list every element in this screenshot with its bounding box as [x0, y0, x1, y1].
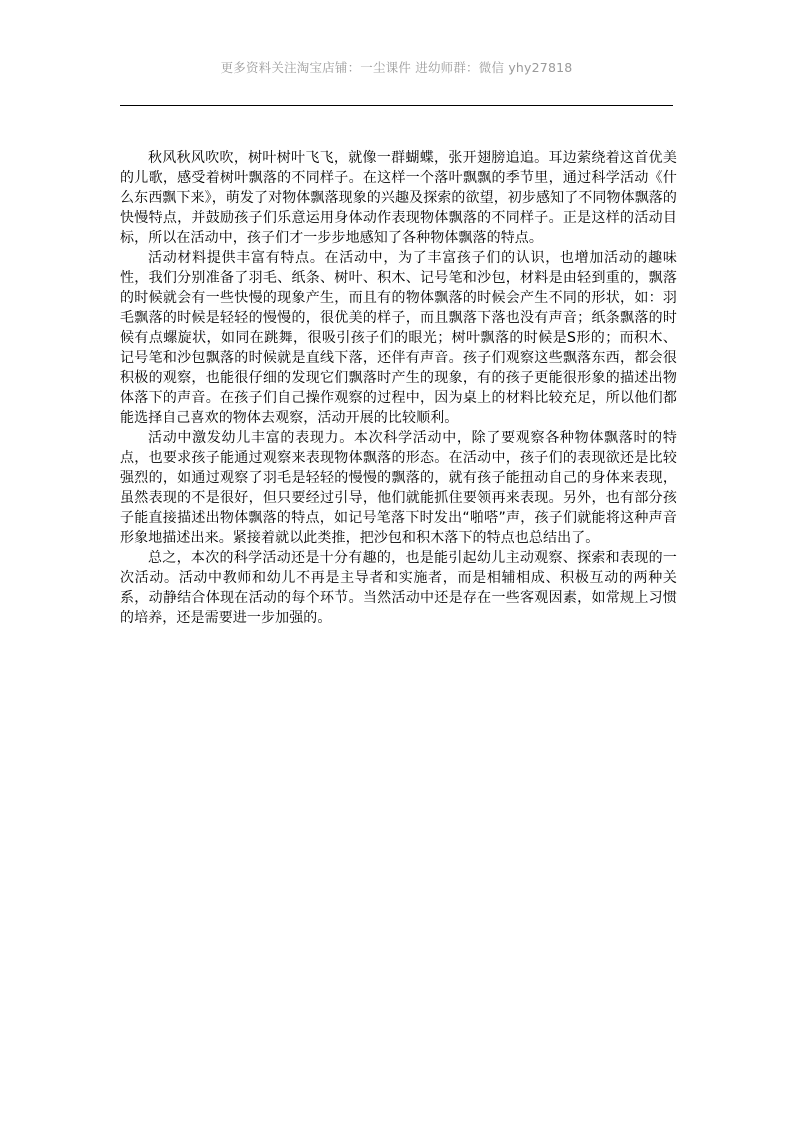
document-body [120, 148, 677, 628]
paragraph-1: 秋风秋风吹吹，树叶树叶飞飞，就像一群蝴蝶，张开翅膀追追。耳边萦绕着这首优美的儿歌，感受着树叶飘落的不同样子。在这样一个落叶飘飘的季节里，通过科学活动《什么东西飘下来》，萌发了对物体飘落现象的兴趣及探索的欲望，初步感知了不同物体飘落的快慢特点，并鼓励孩子们乐意运用身体动作表现物体飘落的不同样子。正是这样的活动目标，所以在活动中，孩子们才一步步地感知了各种物体飘落的特点。 [120, 150, 677, 246]
header-divider [120, 105, 673, 106]
paragraph-3: 活动中激发幼儿丰富的表现力。本次科学活动中，除了要观察各种物体飘落时的特点，也要求孩子能通过观察来表现物体飘落的形态。在活动中，孩子们的表现欲还是比较强烈的，如通过观察了羽毛是轻轻的慢慢的飘落的，就有孩子能扭动自己的身体来表现，虽然表现的不是很好，但只要经过引导，他们就能抓住要领再来表现。另外，也有部分孩子能直接描述出物体飘落的特点，如记号笔落下时发出“啪嗒”声，孩子们就能将这种声音形象地描述出来。紧接着就以此类推，把沙包和积木落下的特点也总结出了。 [120, 430, 677, 546]
paragraph-4: 总之，本次的科学活动还是十分有趣的，也是能引起幼儿主动观察、探索和表现的一次活动。活动中教师和幼儿不再是主导者和实施者，而是相辅相成、积极互动的两种关系，动静结合体现在活动的每个环节。当然活动中还是存在一些客观因素，如常规上习惯的培养，还是需要进一步加强的。 [120, 550, 677, 626]
paragraph-2: 活动材料提供丰富有特点。在活动中，为了丰富孩子们的认识，也增加活动的趣味性，我们分别准备了羽毛、纸条、树叶、积木、记号笔和沙包，材料是由轻到重的，飘落的时候就会有一些快慢的现象产生，而且有的物体飘落的时候会产生不同的形状，如：羽毛飘落的时候是轻轻的慢慢的，很优美的样子，而且飘落下落也没有声音；纸条飘落的时候有点螺旋状，如同在跳舞，很吸引孩子们的眼光；树叶飘落的时候是S形的；而积木、记号笔和沙包飘落的时候就是直线下落，还伴有声音。孩子们观察这些飘落东西，都会很积极的观察，也能很仔细的发现它们飘落时产生的现象，有的孩子更能很形象的描述出物体落下的声音。在孩子们自己操作观察的过程中，因为桌上的材料比较充足，所以他们都能选择自己喜欢的物体去观察，活动开展的比较顺利。 [120, 250, 677, 426]
page-header: 更多资料关注淘宝店铺：一尘课件 进幼师群：微信 yhy27818 [220, 60, 573, 75]
